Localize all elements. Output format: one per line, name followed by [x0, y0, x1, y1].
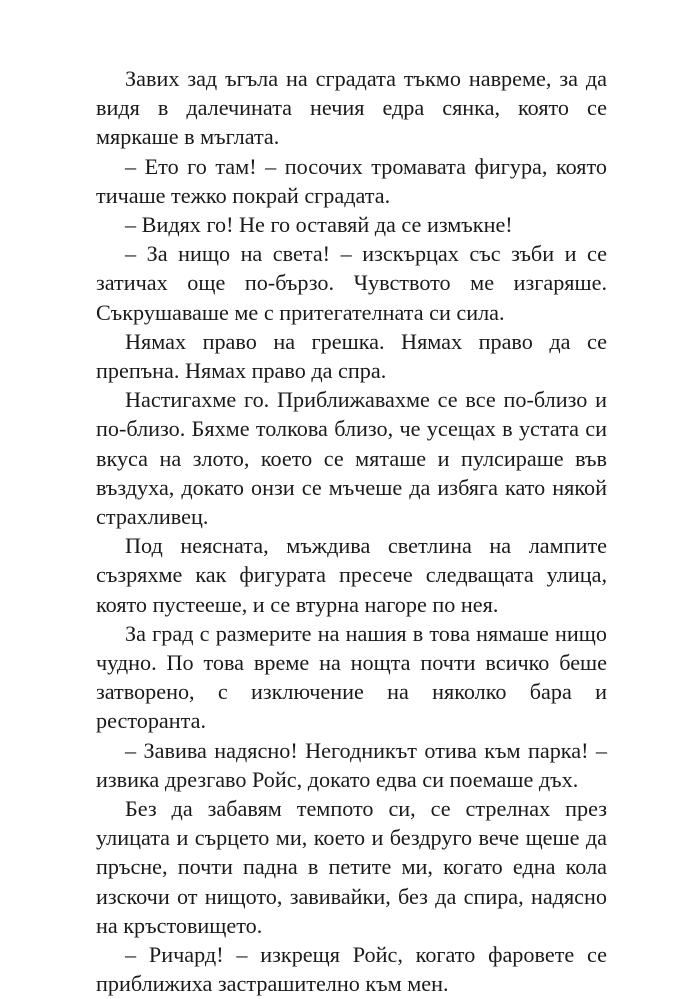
- paragraph-4: – За нищо на света! – изскърцах със зъби и се затичах още по-бързо. Чувството ме изгаряше. Съкрушаваше ме с притегателната си сила.: [96, 241, 607, 325]
- paragraph-5: Нямах право на грешка. Нямах право да се препъна. Нямах право да спра.: [96, 328, 607, 384]
- paragraph-6: Настигахме го. Приближавахме се все по-близо и по-близо. Бяхме толкова близо, че усещах в устата си вкуса на злото, което се мяташе и пулсираше във въздуха, докато онзи се мъчеше да избяга като някой страхливец.: [96, 387, 607, 530]
- paragraph-3: – Видях го! Не го оставяй да се измъкне!: [125, 212, 513, 238]
- paragraph-2: – Ето го там! – посочих тромавата фигура, която тичаше тежко покрай сградата.: [96, 153, 607, 208]
- paragraph-1: Завих зад ъгъла на сградата тъкмо навреме, за да видя в далечината нечия едра сянка, която се мяркаше в мъглата.: [96, 66, 607, 150]
- paragraph-10: Без да забавям темпото си, се стрелнах през улицата и сърцето ми, което и бездруго вече щеше да пръсне, почти падна в петите ми, когато една кола изскочи от нищото, завивайки, без да спира, надясно на кръстовището.: [96, 796, 607, 938]
- paragraph-8: За град с размерите на нашия в това нямаше нищо чудно. По това време на нощта почти всичко беше затворено, с изключение на няколко бара и ресторанта.: [96, 620, 607, 734]
- paragraph-9: – Завива надясно! Негодникът отива към парка! – извика дрезгаво Ройс, докато едва си поемаше дъх.: [96, 737, 607, 792]
- paragraph-11: – Ричард! – изкрещя Ройс, когато фаровете се приближиха застрашително към мен.: [96, 942, 607, 997]
- text-block: [96, 64, 607, 999]
- paragraph-7: Под неясната, мъждива светлина на лампите съзряхме как фигурата пресече следващата улица, която пустееше, и се втурна нагоре по нея.: [96, 533, 607, 617]
